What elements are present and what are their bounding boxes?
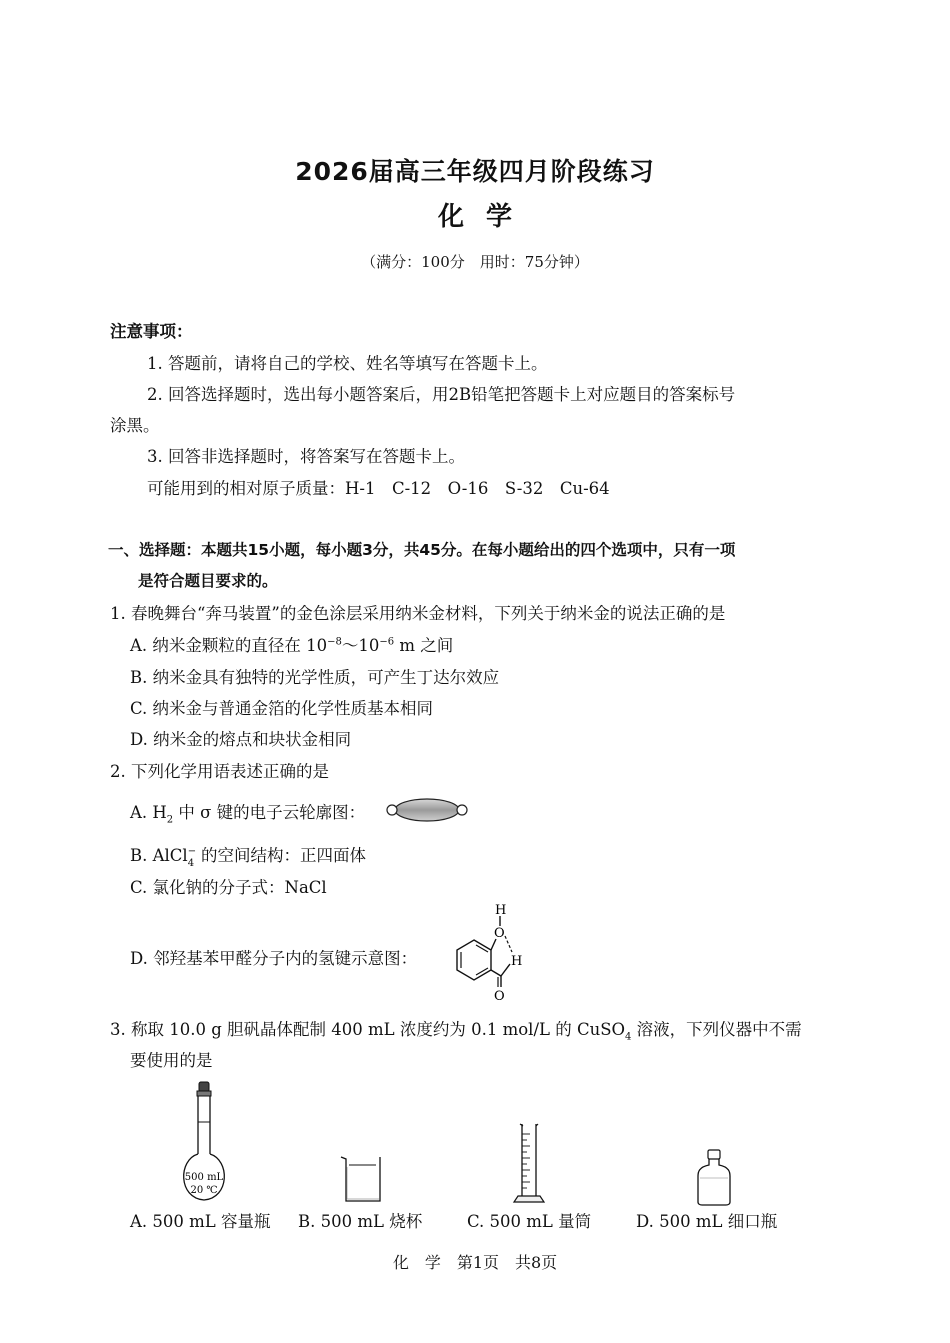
q3-option-b: B. 500 mL 烧杯: [298, 1212, 423, 1231]
notice-heading: 注意事项：: [110, 322, 193, 341]
graduated-cylinder-icon: [510, 1120, 550, 1206]
page-footer: 化 学 第1页 共8页: [392, 1253, 558, 1272]
q3-stem: 3. 称取 10.0 g 胆矾晶体配制 400 mL 浓度约为 0.1 mol/L 的 CuSO$_4$ 溶液，下列仪器中不需: [110, 1020, 802, 1043]
notice-item-3: 3. 回答非选择题时，将答案写在答题卡上。: [147, 447, 465, 466]
q1-option-c: C. 纳米金与普通金箔的化学性质基本相同: [130, 699, 434, 718]
q2-option-b: B. AlCl − 4 的空间结构：正四面体: [130, 846, 366, 869]
notice-item-2: 2. 回答选择题时，选出每小题答案后，用2B铅笔把答题卡上对应题目的答案标号: [147, 385, 736, 404]
flask-volume-label: 500 mL: [184, 1172, 224, 1183]
flask-temp-label: 20 ℃: [190, 1185, 218, 1196]
q2-option-c: C. 氯化钠的分子式：NaCl: [130, 878, 327, 897]
notice-item-1: 1. 答题前，请将自己的学校、姓名等填写在答题卡上。: [147, 354, 548, 373]
narrow-mouth-bottle-icon: [694, 1148, 734, 1208]
q3-option-d: D. 500 mL 细口瓶: [636, 1212, 778, 1231]
q2-stem: 2. 下列化学用语表述正确的是: [110, 762, 329, 781]
q3-option-c: C. 500 mL 量筒: [467, 1212, 592, 1231]
exam-meta: （满分：100分 用时：75分钟）: [361, 253, 589, 271]
section-1-header-cont: 是符合题目要求的。: [138, 572, 278, 590]
atomic-masses: 可能用到的相对原子质量：H-1 C-12 O-16 S-32 Cu-64: [147, 479, 610, 498]
section-1-header: 一、选择题：本题共15小题，每小题3分，共45分。在每小题给出的四个选项中，只有一项: [108, 541, 736, 559]
q1-option-b: B. 纳米金具有独特的光学性质，可产生丁达尔效应: [130, 668, 500, 687]
q2-option-d: D. 邻羟基苯甲醛分子内的氢键示意图：: [130, 949, 418, 968]
mol-h-top: H: [495, 903, 507, 918]
sigma-bond-orbital-icon: [384, 796, 470, 824]
exam-title: 2026届高三年级四月阶段练习: [295, 157, 655, 186]
subject-title: 化学: [437, 202, 534, 232]
notice-item-2-cont: 涂黑。: [110, 416, 160, 435]
q1-option-d: D. 纳米金的熔点和块状金相同: [130, 730, 352, 749]
mol-o-hydroxyl: O: [494, 926, 505, 941]
q3-stem-cont: 要使用的是: [130, 1051, 213, 1070]
salicylaldehyde-structure-icon: [444, 900, 534, 1005]
beaker-icon: [338, 1153, 386, 1205]
q3-option-a: A. 500 mL 容量瓶: [130, 1212, 271, 1231]
q1-stem: 1. 春晚舞台“奔马装置”的金色涂层采用纳米金材料，下列关于纳米金的说法正确的是: [110, 604, 726, 623]
mol-o-carbonyl: O: [494, 989, 505, 1004]
mol-h-aldehyde: H: [511, 954, 523, 969]
volumetric-flask-icon: [176, 1080, 232, 1204]
q2-option-a: A. $H_2$ 中 σ 键的电子云轮廓图：: [130, 803, 366, 826]
q1-option-a: A. 纳米金颗粒的直径在 $10^{-8}\sim 10^{-6}$ m 之间: [130, 636, 454, 655]
